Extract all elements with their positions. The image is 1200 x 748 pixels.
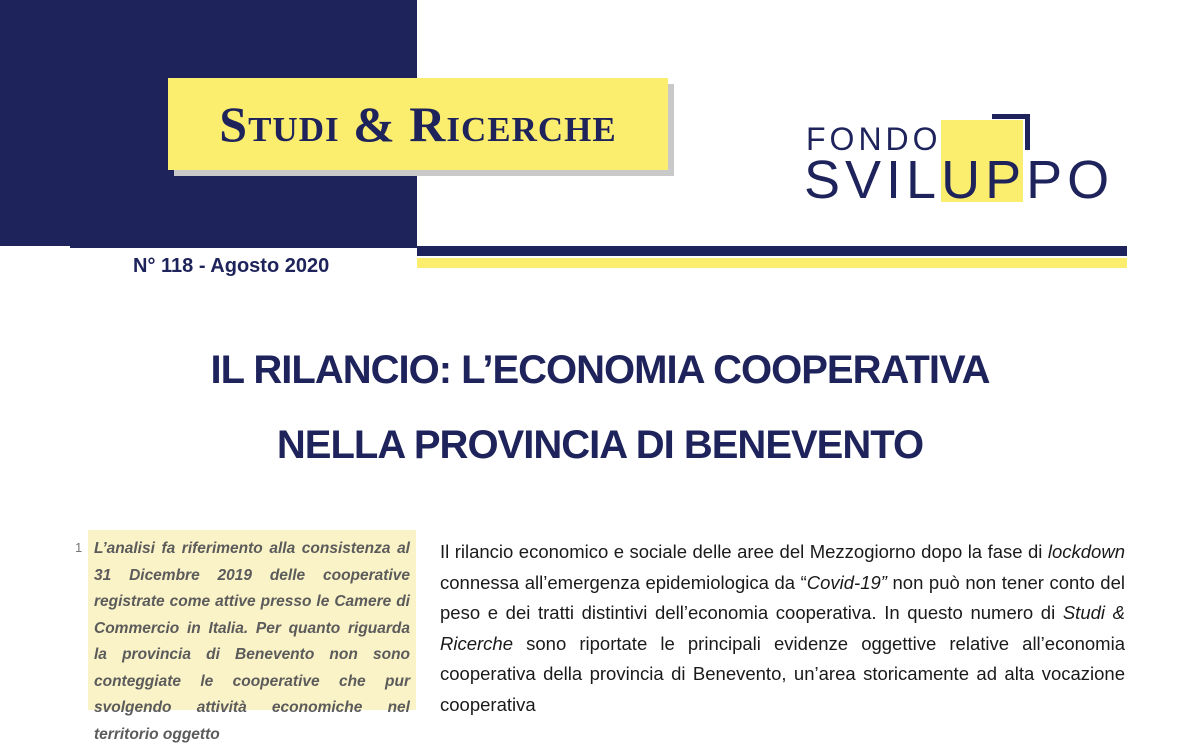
body-text-1: Il rilancio economico e sociale delle aree del Mezzogiorno dopo la fase di — [440, 541, 1048, 562]
headline-line-1: IL RILANCIO: L’ECONOMIA COOPERATIVA — [210, 348, 990, 392]
footnote-box — [88, 530, 416, 743]
fondo-sviluppo-logo — [804, 112, 1114, 212]
footnote-number: 1 — [75, 540, 83, 555]
series-title: Studi & Ricerche — [219, 96, 617, 152]
logo-corner-mark-vertical — [1025, 114, 1030, 150]
headline-line-2: NELLA PROVINCIA DI BENEVENTO — [276, 423, 924, 467]
body-text-3: non può non tener conto del peso e dei tratti distintivi dell’economia cooperativa. In questo numero di — [440, 571, 1125, 623]
header-underline — [70, 246, 417, 248]
body-paragraph — [440, 537, 1125, 720]
header-stripe-navy — [417, 246, 1127, 256]
issue-label: N° 118 - Agosto 2020 — [133, 255, 330, 277]
header-stripe-yellow — [417, 258, 1127, 268]
body-emphasis-series: Studi & Ricerche — [440, 602, 1125, 654]
logo-text-fondo: FONDO — [806, 121, 942, 157]
body-emphasis-covid: Covid-19” — [806, 571, 887, 593]
footnote-text: L’analisi fa riferimento alla consistenza al 31 Dicembre 2019 delle cooperative registrate come attive presso le Camere di Commercio in Italia. Per quanto riguarda la provincia di Benevento non sono conteggiate le cooperative che pur svolgendo attività economiche nel territorio oggetto — [94, 540, 410, 743]
series-banner — [168, 78, 668, 170]
logo-text-sviluppo: SVILUPPO — [804, 150, 1115, 210]
body-text-4: sono riportate le principali evidenze oggettive relative all’economia cooperativa della provincia di Benevento, un’area storicamente ad alta vocazione cooperativa — [440, 632, 1125, 715]
body-emphasis-lockdown: lockdown — [1047, 541, 1125, 562]
body-text-2: connessa all’emergenza epidemiologica da “ — [440, 571, 807, 593]
